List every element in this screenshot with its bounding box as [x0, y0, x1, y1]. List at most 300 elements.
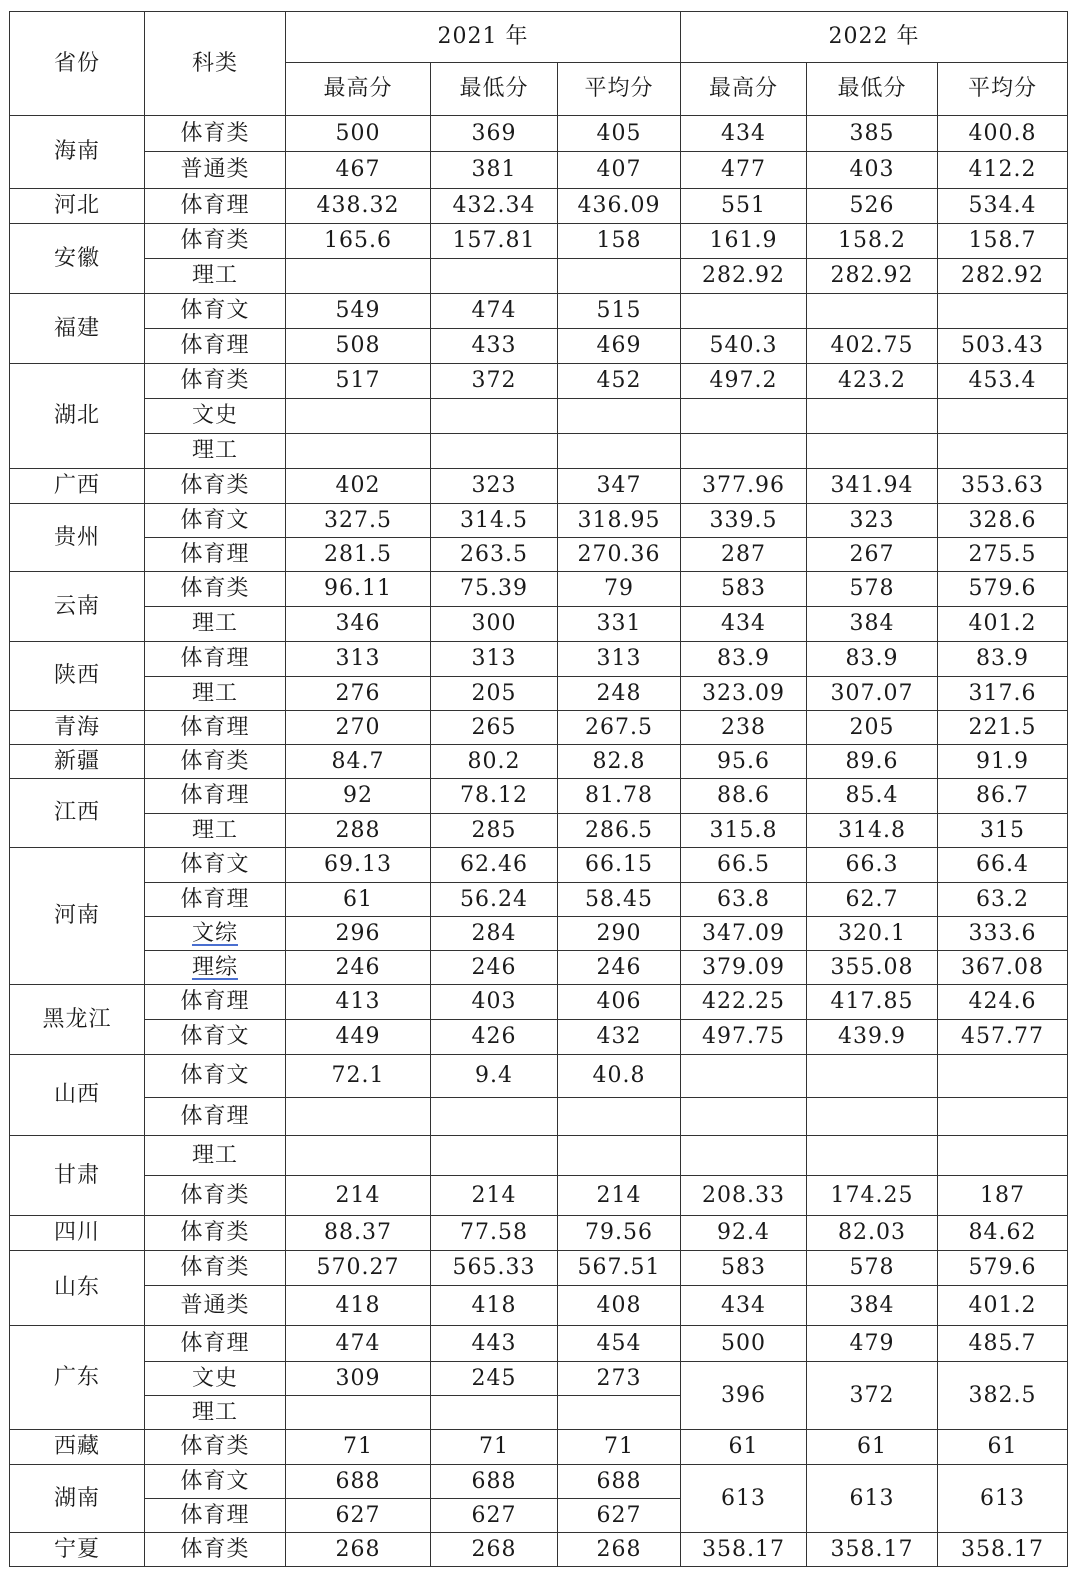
score-2021-min: 432.34	[431, 189, 558, 224]
score-2022-avg: 401.2	[938, 1286, 1068, 1326]
province-cell: 安徽	[10, 224, 145, 294]
score-2022-max: 88.6	[681, 779, 807, 814]
score-2021-max: 214	[286, 1176, 431, 1216]
score-2022-avg: 221.5	[938, 711, 1068, 745]
table-row	[10, 883, 1068, 917]
category-cell: 体育类	[145, 745, 286, 779]
table-row	[10, 814, 1068, 848]
table-row	[10, 364, 1068, 399]
score-2022-min: 89.6	[807, 745, 938, 779]
header-row-years	[10, 12, 1068, 63]
score-2022-avg: 86.7	[938, 779, 1068, 814]
header-2021-max: 最高分	[286, 63, 431, 116]
province-cell: 河北	[10, 189, 145, 224]
score-2022-max: 323.09	[681, 677, 807, 711]
score-2021-min: 565.33	[431, 1251, 558, 1286]
score-2022-avg: 453.4	[938, 364, 1068, 399]
category-cell: 体育理	[145, 883, 286, 917]
score-2022-min: 314.8	[807, 814, 938, 848]
score-2021-avg: 452	[558, 364, 681, 399]
score-2021-max	[286, 399, 431, 434]
category-cell: 理工	[145, 1136, 286, 1176]
table-row	[10, 189, 1068, 224]
score-2022-max: 497.75	[681, 1020, 807, 1055]
score-2021-min: 369	[431, 116, 558, 152]
score-2021-min: 78.12	[431, 779, 558, 814]
score-2022-min: 158.2	[807, 224, 938, 259]
score-2021-max: 313	[286, 642, 431, 677]
score-2022-min	[807, 294, 938, 329]
score-2022-min: 578	[807, 1251, 938, 1286]
score-2021-max: 72.1	[286, 1055, 431, 1098]
table-row	[10, 399, 1068, 434]
header-2022-avg: 平均分	[938, 63, 1068, 116]
score-2022-min: 82.03	[807, 1216, 938, 1251]
score-2021-min	[431, 399, 558, 434]
category-cell: 普通类	[145, 1286, 286, 1326]
category-cell: 体育类	[145, 572, 286, 607]
score-2021-min: 157.81	[431, 224, 558, 259]
score-2021-min: 205	[431, 677, 558, 711]
score-2021-max: 474	[286, 1326, 431, 1362]
score-2022-max: 83.9	[681, 642, 807, 677]
table-row	[10, 1533, 1068, 1567]
category-cell: 理工	[145, 677, 286, 711]
table-row	[10, 985, 1068, 1020]
table-row	[10, 1176, 1068, 1216]
category-cell	[145, 951, 286, 985]
score-2021-min: 323	[431, 469, 558, 504]
score-2021-max: 549	[286, 294, 431, 329]
score-2021-avg: 405	[558, 116, 681, 152]
category-cell: 理工	[145, 1396, 286, 1430]
score-2022-avg: 275.5	[938, 538, 1068, 572]
score-2021-max	[286, 1098, 431, 1136]
score-2021-avg: 331	[558, 607, 681, 642]
score-2021-avg: 270.36	[558, 538, 681, 572]
category-cell: 体育理	[145, 1098, 286, 1136]
score-2021-min: 688	[431, 1465, 558, 1499]
score-2021-avg: 273	[558, 1362, 681, 1396]
score-2022-avg: 382.5	[938, 1362, 1068, 1430]
category-cell: 理工	[145, 259, 286, 294]
score-2022-min	[807, 399, 938, 434]
category-cell: 体育类	[145, 116, 286, 152]
score-2021-max: 413	[286, 985, 431, 1020]
score-2021-avg: 407	[558, 152, 681, 189]
table-row	[10, 1055, 1068, 1098]
score-2022-max: 500	[681, 1326, 807, 1362]
category-cell: 体育文	[145, 294, 286, 329]
province-cell: 黑龙江	[10, 985, 145, 1055]
score-2022-max: 347.09	[681, 917, 807, 951]
table-row	[10, 329, 1068, 364]
category-cell: 体育类	[145, 1216, 286, 1251]
table-row	[10, 1136, 1068, 1176]
score-2021-max: 281.5	[286, 538, 431, 572]
province-cell: 广西	[10, 469, 145, 504]
score-2021-avg: 454	[558, 1326, 681, 1362]
score-2022-min: 85.4	[807, 779, 938, 814]
score-2021-avg: 290	[558, 917, 681, 951]
score-2021-min: 443	[431, 1326, 558, 1362]
category-cell: 体育类	[145, 1533, 286, 1567]
score-2021-max: 688	[286, 1465, 431, 1499]
score-2022-min: 205	[807, 711, 938, 745]
table-row	[10, 677, 1068, 711]
score-2022-max: 287	[681, 538, 807, 572]
score-2021-min: 80.2	[431, 745, 558, 779]
table-row	[10, 607, 1068, 642]
header-year-2022: 2022 年	[681, 12, 1068, 63]
score-2022-avg: 579.6	[938, 1251, 1068, 1286]
score-2022-max: 613	[681, 1465, 807, 1533]
score-2021-max: 517	[286, 364, 431, 399]
score-2022-max	[681, 399, 807, 434]
table-row	[10, 1326, 1068, 1362]
table-row	[10, 434, 1068, 469]
score-2022-max: 434	[681, 607, 807, 642]
table-row	[10, 224, 1068, 259]
score-2022-max: 63.8	[681, 883, 807, 917]
score-2022-max: 583	[681, 572, 807, 607]
category-cell: 体育文	[145, 1465, 286, 1499]
score-2022-min: 83.9	[807, 642, 938, 677]
score-2022-avg: 412.2	[938, 152, 1068, 189]
category-label-wenzong: 文综	[191, 920, 238, 946]
score-2022-max: 208.33	[681, 1176, 807, 1216]
score-2021-max: 246	[286, 951, 431, 985]
score-2021-max: 309	[286, 1362, 431, 1396]
score-2021-avg: 406	[558, 985, 681, 1020]
score-2022-max: 497.2	[681, 364, 807, 399]
score-2022-max: 396	[681, 1362, 807, 1430]
score-2022-max	[681, 434, 807, 469]
score-2022-max: 238	[681, 711, 807, 745]
province-cell: 云南	[10, 572, 145, 642]
score-2021-min: 62.46	[431, 848, 558, 883]
table-row	[10, 745, 1068, 779]
score-2022-avg	[938, 399, 1068, 434]
score-2021-avg: 515	[558, 294, 681, 329]
score-2022-min	[807, 1098, 938, 1136]
score-2022-max: 377.96	[681, 469, 807, 504]
score-2022-max: 551	[681, 189, 807, 224]
score-2022-min: 341.94	[807, 469, 938, 504]
header-2021-avg: 平均分	[558, 63, 681, 116]
score-2022-min: 320.1	[807, 917, 938, 951]
score-2022-min: 439.9	[807, 1020, 938, 1055]
score-2022-avg: 367.08	[938, 951, 1068, 985]
score-2022-max: 583	[681, 1251, 807, 1286]
table-row	[10, 1430, 1068, 1465]
score-2021-max: 288	[286, 814, 431, 848]
score-2021-avg: 248	[558, 677, 681, 711]
score-2021-max: 467	[286, 152, 431, 189]
table-row	[10, 951, 1068, 985]
score-2022-max: 92.4	[681, 1216, 807, 1251]
score-2022-min: 384	[807, 607, 938, 642]
score-2022-max: 422.25	[681, 985, 807, 1020]
score-2021-min: 474	[431, 294, 558, 329]
category-cell: 体育理	[145, 985, 286, 1020]
table-row	[10, 848, 1068, 883]
score-2021-min	[431, 1136, 558, 1176]
score-2021-avg: 469	[558, 329, 681, 364]
table-row	[10, 116, 1068, 152]
score-2022-min	[807, 1136, 938, 1176]
score-2021-max: 69.13	[286, 848, 431, 883]
score-2021-max	[286, 259, 431, 294]
score-2022-avg: 613	[938, 1465, 1068, 1533]
score-2022-min: 323	[807, 504, 938, 538]
score-2021-min: 285	[431, 814, 558, 848]
province-cell: 山西	[10, 1055, 145, 1136]
score-2022-avg: 358.17	[938, 1533, 1068, 1567]
score-2022-avg: 84.62	[938, 1216, 1068, 1251]
score-2021-avg: 40.8	[558, 1055, 681, 1098]
table-row	[10, 469, 1068, 504]
score-2021-max: 296	[286, 917, 431, 951]
score-2022-min: 66.3	[807, 848, 938, 883]
score-2021-avg	[558, 1396, 681, 1430]
table-row	[10, 1362, 1068, 1396]
score-2022-avg	[938, 1098, 1068, 1136]
score-2021-avg: 432	[558, 1020, 681, 1055]
score-2021-min: 300	[431, 607, 558, 642]
score-2021-max: 346	[286, 607, 431, 642]
score-2021-avg: 267.5	[558, 711, 681, 745]
province-cell: 贵州	[10, 504, 145, 572]
score-2021-avg	[558, 1098, 681, 1136]
category-cell: 体育类	[145, 364, 286, 399]
table-row	[10, 538, 1068, 572]
score-2021-min: 426	[431, 1020, 558, 1055]
score-2022-min	[807, 434, 938, 469]
score-2022-avg	[938, 1136, 1068, 1176]
score-2022-max	[681, 1136, 807, 1176]
province-cell: 湖南	[10, 1465, 145, 1533]
category-cell: 体育理	[145, 642, 286, 677]
score-2022-avg: 282.92	[938, 259, 1068, 294]
score-2022-avg	[938, 294, 1068, 329]
score-2021-avg: 436.09	[558, 189, 681, 224]
score-2021-max: 71	[286, 1430, 431, 1465]
category-cell: 文史	[145, 399, 286, 434]
score-2021-min: 372	[431, 364, 558, 399]
category-cell: 体育类	[145, 224, 286, 259]
score-2022-avg: 401.2	[938, 607, 1068, 642]
score-2021-max: 268	[286, 1533, 431, 1567]
score-2021-avg: 286.5	[558, 814, 681, 848]
score-2022-avg	[938, 434, 1068, 469]
score-2022-min: 403	[807, 152, 938, 189]
score-2022-avg: 83.9	[938, 642, 1068, 677]
score-2022-min: 613	[807, 1465, 938, 1533]
score-2021-min: 77.58	[431, 1216, 558, 1251]
category-cell: 体育理	[145, 538, 286, 572]
score-2021-min: 265	[431, 711, 558, 745]
score-2021-avg: 158	[558, 224, 681, 259]
score-2022-avg: 503.43	[938, 329, 1068, 364]
header-2022-max: 最高分	[681, 63, 807, 116]
score-2021-max: 88.37	[286, 1216, 431, 1251]
category-cell	[145, 917, 286, 951]
score-2022-avg: 158.7	[938, 224, 1068, 259]
score-2022-avg: 400.8	[938, 116, 1068, 152]
score-2022-min: 526	[807, 189, 938, 224]
score-2021-min: 284	[431, 917, 558, 951]
score-2022-avg: 61	[938, 1430, 1068, 1465]
score-2022-min: 479	[807, 1326, 938, 1362]
admission-score-table	[9, 11, 1068, 1567]
category-cell: 体育理	[145, 329, 286, 364]
score-2022-avg: 187	[938, 1176, 1068, 1216]
province-cell: 宁夏	[10, 1533, 145, 1567]
score-2021-min: 263.5	[431, 538, 558, 572]
province-cell: 广东	[10, 1326, 145, 1430]
category-cell: 体育类	[145, 1176, 286, 1216]
score-2021-max: 92	[286, 779, 431, 814]
province-cell: 山东	[10, 1251, 145, 1326]
table-row	[10, 1020, 1068, 1055]
category-cell: 理工	[145, 434, 286, 469]
score-2022-avg: 315	[938, 814, 1068, 848]
score-2021-max	[286, 434, 431, 469]
score-2022-avg: 317.6	[938, 677, 1068, 711]
table-row	[10, 294, 1068, 329]
score-2021-avg: 313	[558, 642, 681, 677]
score-2022-avg: 333.6	[938, 917, 1068, 951]
category-cell: 体育文	[145, 1020, 286, 1055]
score-2021-min: 245	[431, 1362, 558, 1396]
province-cell: 海南	[10, 116, 145, 189]
category-cell: 体育理	[145, 711, 286, 745]
score-2021-max: 270	[286, 711, 431, 745]
score-2021-avg: 79	[558, 572, 681, 607]
score-2021-min: 433	[431, 329, 558, 364]
score-2021-avg: 58.45	[558, 883, 681, 917]
score-2022-avg: 328.6	[938, 504, 1068, 538]
score-2022-min: 282.92	[807, 259, 938, 294]
score-2021-min: 627	[431, 1499, 558, 1533]
score-2021-min: 75.39	[431, 572, 558, 607]
category-cell: 理工	[145, 607, 286, 642]
table-row	[10, 642, 1068, 677]
score-2021-max: 438.32	[286, 189, 431, 224]
score-2022-min: 423.2	[807, 364, 938, 399]
score-2021-max	[286, 1396, 431, 1430]
table-row	[10, 1465, 1068, 1499]
score-2021-avg: 318.95	[558, 504, 681, 538]
header-year-2021: 2021 年	[286, 12, 681, 63]
category-cell: 体育类	[145, 469, 286, 504]
score-2021-min	[431, 1098, 558, 1136]
score-2021-min: 71	[431, 1430, 558, 1465]
score-2021-avg	[558, 1136, 681, 1176]
score-2021-max: 402	[286, 469, 431, 504]
score-2021-min: 403	[431, 985, 558, 1020]
score-2022-min: 61	[807, 1430, 938, 1465]
province-cell: 福建	[10, 294, 145, 364]
score-2021-max: 508	[286, 329, 431, 364]
score-2022-avg: 534.4	[938, 189, 1068, 224]
score-2022-max: 61	[681, 1430, 807, 1465]
score-2022-min: 578	[807, 572, 938, 607]
score-2021-avg: 214	[558, 1176, 681, 1216]
score-2021-min	[431, 259, 558, 294]
header-2021-min: 最低分	[431, 63, 558, 116]
category-cell: 体育理	[145, 779, 286, 814]
province-cell: 四川	[10, 1216, 145, 1251]
score-2022-max	[681, 294, 807, 329]
score-2021-avg: 79.56	[558, 1216, 681, 1251]
score-2021-max: 627	[286, 1499, 431, 1533]
score-2022-min: 307.07	[807, 677, 938, 711]
score-2022-min: 385	[807, 116, 938, 152]
score-2022-avg: 91.9	[938, 745, 1068, 779]
score-2021-avg: 268	[558, 1533, 681, 1567]
score-2021-avg: 688	[558, 1465, 681, 1499]
score-2022-min: 358.17	[807, 1533, 938, 1567]
score-2022-avg: 424.6	[938, 985, 1068, 1020]
score-2022-max: 161.9	[681, 224, 807, 259]
score-2022-avg: 66.4	[938, 848, 1068, 883]
province-cell: 青海	[10, 711, 145, 745]
score-2021-avg: 81.78	[558, 779, 681, 814]
table-row	[10, 1286, 1068, 1326]
score-2022-min	[807, 1055, 938, 1098]
score-2021-avg	[558, 434, 681, 469]
province-cell: 陕西	[10, 642, 145, 711]
score-2022-max: 95.6	[681, 745, 807, 779]
header-2022-min: 最低分	[807, 63, 938, 116]
score-2022-avg: 457.77	[938, 1020, 1068, 1055]
table-row	[10, 152, 1068, 189]
score-2022-avg	[938, 1055, 1068, 1098]
score-2022-min: 417.85	[807, 985, 938, 1020]
score-2022-avg: 353.63	[938, 469, 1068, 504]
table-row	[10, 711, 1068, 745]
score-2021-min: 56.24	[431, 883, 558, 917]
table-row	[10, 779, 1068, 814]
score-2022-avg: 63.2	[938, 883, 1068, 917]
score-2021-min	[431, 434, 558, 469]
score-2021-min: 418	[431, 1286, 558, 1326]
category-cell: 体育类	[145, 1430, 286, 1465]
score-2021-max	[286, 1136, 431, 1176]
score-2021-max: 418	[286, 1286, 431, 1326]
score-2022-max: 315.8	[681, 814, 807, 848]
province-cell: 河南	[10, 848, 145, 985]
score-2022-max	[681, 1098, 807, 1136]
table-row	[10, 1251, 1068, 1286]
score-2021-max: 327.5	[286, 504, 431, 538]
score-2021-max: 500	[286, 116, 431, 152]
score-2021-avg: 82.8	[558, 745, 681, 779]
province-cell: 西藏	[10, 1430, 145, 1465]
score-2022-max: 434	[681, 1286, 807, 1326]
score-2021-max: 165.6	[286, 224, 431, 259]
score-2021-max: 276	[286, 677, 431, 711]
score-2022-min: 372	[807, 1362, 938, 1430]
header-province: 省份	[10, 12, 145, 116]
header-category: 科类	[145, 12, 286, 116]
score-2022-min: 267	[807, 538, 938, 572]
score-2021-max: 570.27	[286, 1251, 431, 1286]
score-2021-min: 314.5	[431, 504, 558, 538]
score-2022-max	[681, 1055, 807, 1098]
